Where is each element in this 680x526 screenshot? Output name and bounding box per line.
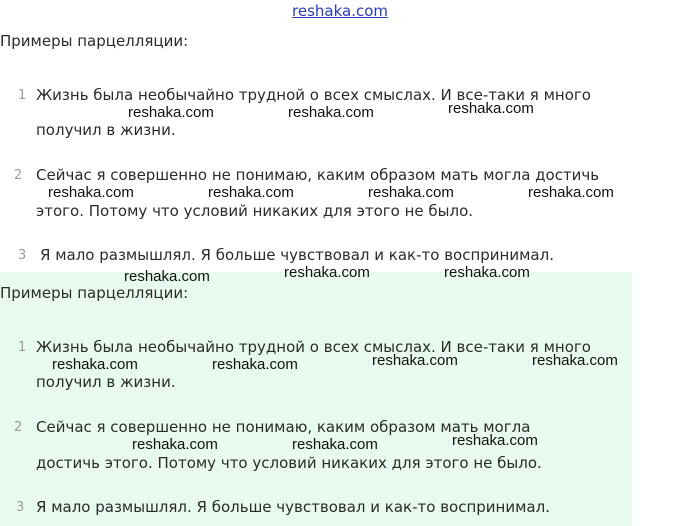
watermark: reshaka.com: [368, 184, 454, 201]
bottom-heading: Примеры парцелляции:: [0, 284, 189, 302]
watermark: reshaka.com: [212, 356, 298, 373]
watermark: reshaka.com: [48, 184, 134, 201]
watermark: reshaka.com: [292, 436, 378, 453]
watermark: reshaka.com: [532, 352, 618, 369]
watermark: reshaka.com: [528, 184, 614, 201]
watermark: reshaka.com: [132, 436, 218, 453]
top-item-1-line-2: получил в жизни.: [36, 121, 176, 139]
bottom-item-1-line-1: Жизнь была необычайно трудной о всех смыслах. И все-таки я много: [36, 338, 591, 356]
top-item-3-line-1: Я мало размышлял. Я больше чувствовал и как-то воспринимал.: [40, 246, 554, 264]
top-item-2-number: 2: [14, 168, 23, 183]
site-link[interactable]: reshaka.com: [292, 2, 388, 20]
watermark: reshaka.com: [128, 104, 214, 121]
watermark: reshaka.com: [448, 100, 534, 117]
top-item-2-line-2: этого. Потому что условий никаких для этого не было.: [36, 202, 474, 220]
watermark: reshaka.com: [124, 268, 210, 285]
top-item-1-number: 1: [18, 88, 27, 103]
top-item-3-number: 3: [18, 248, 27, 263]
watermark: reshaka.com: [288, 104, 374, 121]
watermark: reshaka.com: [208, 184, 294, 201]
bottom-item-3-line-1: Я мало размышлял. Я больше чувствовал и как-то воспринимал.: [36, 498, 550, 516]
bottom-item-2-number: 2: [14, 420, 23, 435]
top-item-1-line-1: Жизнь была необычайно трудной о всех смыслах. И все-таки я много: [36, 86, 591, 104]
watermark: reshaka.com: [452, 432, 538, 449]
bottom-item-1-number: 1: [18, 340, 27, 355]
watermark: reshaka.com: [284, 264, 370, 281]
bottom-item-2-line-2: достичь этого. Потому что условий никаких для этого не было.: [36, 454, 542, 472]
watermark: reshaka.com: [444, 264, 530, 281]
watermark: reshaka.com: [52, 356, 138, 373]
bottom-item-1-line-2: получил в жизни.: [36, 373, 176, 391]
top-heading: Примеры парцелляции:: [0, 32, 189, 50]
bottom-item-2-line-1: Сейчас я совершенно не понимаю, каким образом мать могла: [36, 418, 531, 436]
bottom-example-block: [0, 272, 632, 526]
watermark: reshaka.com: [372, 352, 458, 369]
top-item-2-line-1: Сейчас я совершенно не понимаю, каким образом мать могла достичь: [36, 166, 600, 184]
bottom-item-3-number: 3: [16, 500, 25, 515]
